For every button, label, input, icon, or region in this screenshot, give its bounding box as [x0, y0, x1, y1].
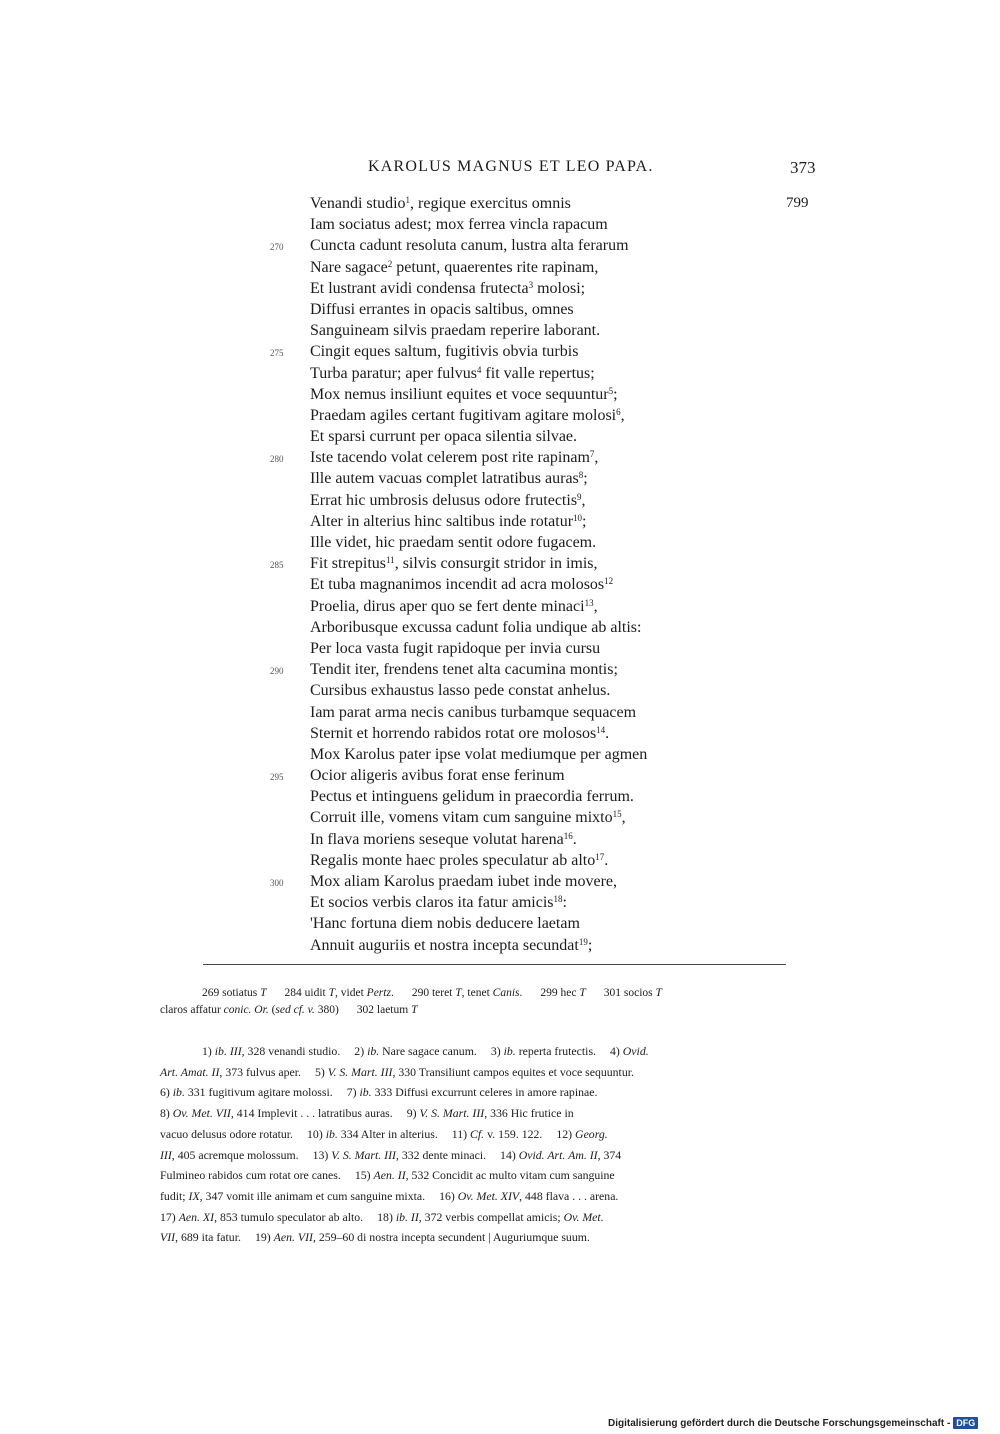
verse-line — [310, 278, 830, 299]
verse-line-text: Errat hic umbrosis delusus odore frutectis$^9$, — [310, 491, 586, 509]
verse-line-text: Turba paratur; aper fulvus$^4$ fit valle repertus; — [310, 364, 595, 382]
verse-line-text: Annuit auguriis et nostra incepta secundat$^{19}$; — [310, 936, 593, 954]
line-number-left: 270 — [270, 242, 284, 253]
verse-line — [310, 214, 830, 235]
verse-line — [270, 235, 830, 256]
footnote-separator-rule — [203, 964, 786, 965]
verse-line — [310, 384, 830, 405]
verse-line — [310, 744, 830, 765]
footnote-line: VII, 689 ita fatur. 19) Aen. VII, 259–60 di nostra incepta secundent | Auguriumque suum. — [160, 1230, 590, 1245]
line-number-left: 285 — [270, 560, 284, 571]
verse-line — [310, 786, 830, 807]
verse-line-text: Alter in alterius hinc saltibus inde rotatur$^{10}$; — [310, 512, 587, 530]
verse-line-text: Mox aliam Karolus praedam iubet inde movere, — [310, 873, 618, 890]
credit-text: Digitalisierung gefördert durch die Deutsche Forschungsgemeinschaft - — [608, 1418, 951, 1429]
page-number: 373 — [790, 158, 816, 177]
verse-line-text: Corruit ille, vomens vitam cum sanguine mixto$^{15}$, — [310, 809, 626, 827]
verse-line-text: Iam sociatus adest; mox ferrea vincla rapacum — [310, 216, 608, 234]
verse-line-text: Praedam agiles certant fugitivam agitare molosi$^6$, — [310, 406, 625, 424]
verse-line — [310, 680, 830, 701]
line-number-right: 799 — [786, 195, 809, 211]
verse-line-text: Et socios verbis claros ita fatur amicis$^{18}$: — [310, 894, 567, 912]
verse-line-text: Cursibus exhaustus lasso pede constat anhelus. — [310, 682, 611, 700]
verse-line-text: Tendit iter, frendens tenet alta cacumina montis; — [310, 661, 618, 679]
line-number-left: 275 — [270, 348, 284, 359]
verse-line — [310, 617, 830, 638]
verse-line — [310, 829, 830, 850]
verse-line — [310, 574, 830, 595]
verse-line — [310, 363, 830, 384]
verse-line — [270, 765, 830, 786]
verse-line-text: Per loca vasta fugit rapidoque per invia cursu — [310, 639, 601, 657]
verse-line — [310, 511, 830, 532]
line-number-left: 290 — [270, 666, 284, 677]
dfg-logo-icon: DFG — [953, 1417, 978, 1429]
verse-line-text: Et tuba magnanimos incendit ad acra molosos$^{12}$ — [310, 576, 614, 594]
verse-line-text: Venandi studio$^1$, regique exercitus omnis — [310, 195, 571, 212]
critical-apparatus — [160, 985, 830, 1019]
footnote-line: Fulmineo rabidos cum rotat ore canes. 15) Aen. II, 532 Concidit ac multo vitam cum sanguine — [160, 1168, 615, 1183]
verse-line-text: Iste tacendo volat celerem post rite rapinam$^7$, — [310, 449, 599, 467]
verse-line-text: Proelia, dirus aper quo se fert dente minaci$^{13}$, — [310, 597, 598, 615]
verse-line — [310, 638, 830, 659]
footnote-line: 17) Aen. XI, 853 tumulo speculator ab alto. 18) ib. II, 372 verbis compellat amicis; Ov. Met. — [160, 1209, 604, 1224]
running-title: KAROLUS MAGNUS ET LEO PAPA. — [368, 158, 654, 175]
verse-line-text: 'Hanc fortuna diem nobis deducere laetam — [310, 915, 580, 933]
line-number-left: 280 — [270, 454, 284, 465]
verse-line-text: Fit strepitus$^{11}$, silvis consurgit stridor in imis, — [310, 555, 598, 573]
verse-line — [310, 850, 830, 871]
apparatus-line: claros affatur conic. Or. (sed cf. v. 380) 302 laetum T — [160, 1004, 418, 1016]
digitization-credit — [608, 1417, 978, 1429]
line-number-left: 295 — [270, 772, 284, 783]
footnote-line: 1) ib. III, 328 venandi studio. 2) ib. Nare sagace canum. 3) ib. reperta frutectis. 4) Ovid. — [202, 1044, 649, 1058]
verse-line-text: Arboribusque excussa cadunt folia undique ab altis: — [310, 618, 642, 636]
footnote-line: 6) ib. 331 fugitivum agitare molossi. 7) ib. 333 Diffusi excurrunt celeres in amore rapinae. — [160, 1085, 598, 1100]
verse-line — [310, 490, 830, 511]
verse-line-text: Mox Karolus pater ipse volat mediumque per agmen — [310, 745, 648, 763]
verse-line — [270, 341, 830, 362]
verse-line — [310, 723, 830, 744]
verse-line — [310, 426, 830, 447]
verse-line — [310, 257, 830, 278]
verse-line-text: Diffusi errantes in opacis saltibus, omnes — [310, 300, 574, 318]
verse-line-text: Mox nemus insiliunt equites et voce sequuntur$^5$; — [310, 385, 618, 403]
verse-line-text: Et sparsi currunt per opaca silentia silvae. — [310, 428, 578, 446]
verse-line-text: Sanguineam silvis praedam reperire laborant. — [310, 322, 601, 340]
verse-line — [270, 871, 830, 892]
line-number-left: 300 — [270, 878, 284, 888]
verse-line-text: Pectus et intinguens gelidum in praecordia ferrum. — [310, 788, 634, 806]
verse-line — [310, 468, 830, 489]
footnote-line: fudit; IX, 347 vomit ille animam et cum sanguine mixta. 16) Ov. Met. XIV, 448 flava . . . arena. — [160, 1188, 619, 1203]
verse-line — [310, 913, 830, 934]
verse-text-block — [270, 193, 830, 956]
verse-line — [310, 299, 830, 320]
verse-line — [310, 193, 830, 214]
footnote-line: III, 405 acremque molossum. 13) V. S. Mart. III, 332 dente minaci. 14) Ovid. Art. Am. II, 374 — [160, 1147, 622, 1162]
verse-line-text: In flava moriens seseque volutat harena$^{16}$. — [310, 830, 577, 848]
verse-line — [270, 553, 830, 574]
verse-line — [270, 659, 830, 680]
verse-line-text: Ille autem vacuas complet latratibus auras$^8$; — [310, 470, 588, 488]
verse-line — [310, 935, 830, 956]
verse-line — [310, 596, 830, 617]
footnote-line: vacuo delusus odore rotatur. 10) ib. 334 Alter in alterius. 11) Cf. v. 159. 122. 12) Georg. — [160, 1126, 608, 1141]
verse-line-text: Regalis monte haec proles speculatur ab alto$^{17}$. — [310, 851, 609, 869]
verse-line-text: Ille videt, hic praedam sentit odore fugacem. — [310, 534, 597, 551]
footnote-line: 8) Ov. Met. VII, 414 Implevit . . . latratibus auras. 9) V. S. Mart. III, 336 Hic frutice in — [160, 1106, 574, 1121]
verse-line — [310, 320, 830, 341]
verse-line — [310, 892, 830, 913]
verse-line — [310, 807, 830, 828]
verse-line-text: Et lustrant avidi condensa frutecta$^3$ molosi; — [310, 279, 586, 297]
verse-line — [310, 702, 830, 723]
verse-line-text: Nare sagace$^2$ petunt, quaerentes rite rapinam, — [310, 258, 599, 276]
verse-line — [310, 532, 830, 553]
footnote-line: Art. Amat. II, 373 fulvus aper. 5) V. S. Mart. III, 330 Transiliunt campos equites et voce sequuntur. — [160, 1064, 634, 1079]
verse-line-text: Cuncta cadunt resoluta canum, lustra alta ferarum — [310, 237, 629, 255]
verse-line-text: Ocior aligeris avibus forat ense ferinum — [310, 767, 565, 785]
verse-line — [310, 405, 830, 426]
apparatus-line: 269 sotiatus T 284 uidit T, videt Pertz. 290 teret T, tenet Canis. 299 hec T 301 socios T — [202, 987, 662, 999]
verse-line-text: Cingit eques saltum, fugitivis obvia turbis — [310, 343, 579, 361]
verse-line-text: Sternit et horrendo rabidos rotat ore molosos$^{14}$. — [310, 724, 610, 742]
verse-line-text: Iam parat arma necis canibus turbamque sequacem — [310, 703, 637, 721]
footnotes-block — [160, 1041, 830, 1248]
verse-line — [270, 447, 830, 468]
